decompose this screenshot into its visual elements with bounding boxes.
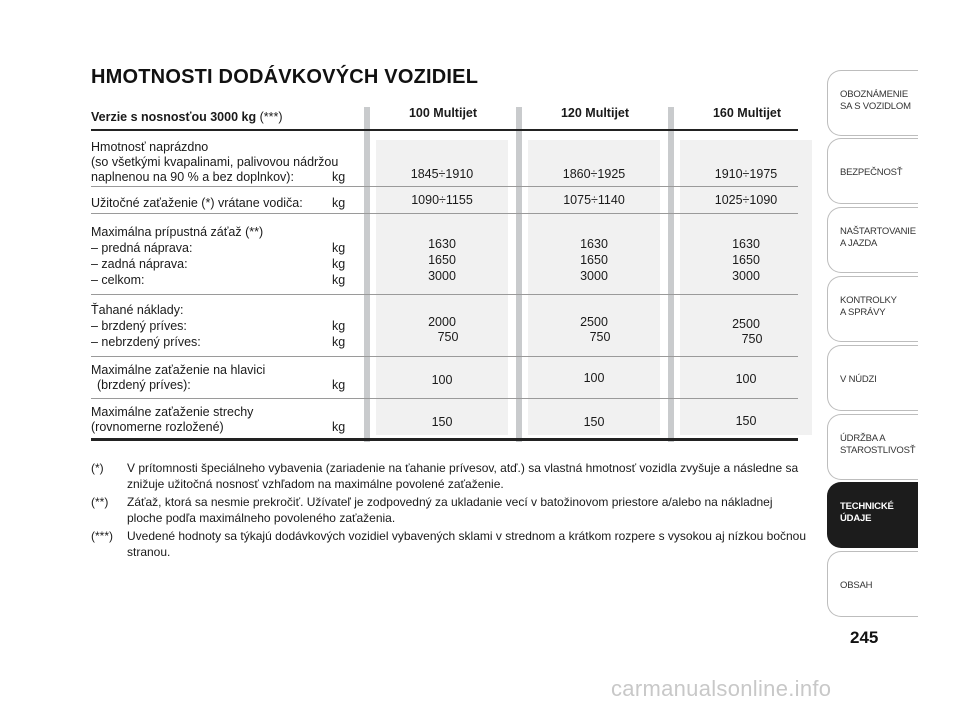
row-separator [91, 398, 798, 399]
value-payload-120: 1075÷1140 [563, 193, 625, 207]
tab-nastartovanie[interactable] [827, 207, 918, 273]
column-divider [516, 107, 522, 442]
value-unbraked-100: 750 [437, 330, 459, 344]
value-total-120: 3000 [580, 269, 608, 283]
unit-payload: kg [332, 196, 346, 210]
unit-front-axle: kg [332, 241, 346, 255]
value-total-160: 3000 [732, 269, 760, 283]
row-label-hitch-2: (brzdený príves): [97, 378, 191, 392]
row-label-empty-weight-3: naplnenou na 90 % a bez doplnkov): [91, 170, 294, 184]
footnotes [91, 461, 811, 563]
value-payload-160: 1025÷1090 [714, 193, 778, 207]
tab-label-line: A SPRÁVY [840, 307, 886, 318]
unit-roof: kg [332, 420, 346, 434]
tab-label-line: SA S VOZIDLOM [840, 101, 911, 112]
row-separator [91, 186, 798, 187]
table-top-rule [91, 129, 798, 131]
row-label-roof-1: Maximálne zaťaženie strechy [91, 405, 254, 419]
value-empty-weight-100: 1845÷1910 [410, 167, 474, 181]
value-front-axle-160: 1630 [732, 237, 760, 251]
tab-udrzba[interactable] [827, 414, 918, 480]
tab-label-line: A JAZDA [840, 238, 878, 249]
value-empty-weight-160: 1910÷1975 [714, 167, 778, 181]
value-unbraked-120: 750 [589, 330, 611, 344]
footnote-text: Uvedené hodnoty sa týkajú dodávkových vozidiel vybavených sklami v strednom a krátkom rozpere s vysokou aj nízkou bočnou stranou. [127, 529, 807, 559]
unit-rear-axle: kg [332, 257, 346, 271]
footnote-mark: (*) [91, 461, 104, 475]
table-header-label [91, 110, 283, 124]
row-label-max-load: Maximálna prípustná záťaž (**) [91, 225, 264, 239]
tab-label-line: TECHNICKÉ [840, 501, 894, 512]
row-label-empty-weight-1: Hmotnosť naprázdno [91, 140, 209, 154]
value-roof-120: 150 [583, 415, 605, 429]
tab-label-line: ÚDAJE [840, 513, 872, 524]
column-divider [364, 107, 370, 442]
value-braked-120: 2500 [580, 315, 608, 329]
table-bottom-rule [91, 438, 798, 441]
tab-label-line: V NÚDZI [840, 374, 877, 385]
value-total-100: 3000 [428, 269, 456, 283]
tab-bezpecnost[interactable] [827, 138, 918, 204]
value-braked-100: 2000 [428, 315, 456, 329]
tab-label-line: STAROSTLIVOSŤ [840, 445, 916, 456]
row-label-hitch-1: Maximálne zaťaženie na hlavici [91, 363, 266, 377]
value-braked-160: 2500 [732, 317, 760, 331]
value-payload-100: 1090÷1155 [411, 193, 473, 207]
row-label-roof-2: (rovnomerne rozložené) [91, 420, 224, 434]
row-label-empty-weight-2: (so všetkými kvapalinami, palivovou nádržou [91, 155, 339, 169]
unit-hitch: kg [332, 378, 346, 392]
tab-label-line: BEZPEČNOSŤ [840, 167, 903, 178]
tab-technicke-udaje[interactable] [827, 482, 918, 548]
page-title: HMOTNOSTI DODÁVKOVÝCH VOZIDIEL [91, 66, 479, 88]
tab-label-line: ÚDRŽBA A [840, 433, 886, 444]
value-unbraked-160: 750 [741, 332, 763, 346]
row-label-braked-trailer: – brzdený príves: [91, 319, 187, 333]
row-label-payload: Užitočné zaťaženie (*) vrátane vodiča: [91, 196, 303, 210]
page-number: 245 [850, 628, 879, 647]
value-rear-axle-160: 1650 [732, 253, 760, 267]
footnote-mark: (***) [91, 529, 114, 543]
unit-total: kg [332, 273, 346, 287]
value-hitch-120: 100 [583, 371, 605, 385]
row-label-unbraked-trailer: – nebrzdený príves: [91, 335, 201, 349]
value-front-axle-120: 1630 [580, 237, 608, 251]
tab-oboznamenie[interactable] [827, 70, 918, 136]
column-header-100: 100 Multijet [408, 106, 478, 120]
footnote-text: Záťaž, ktorá sa nesmie prekročiť. Užívateľ je zodpovedný za ukladanie vecí v batožinovom priestore a/alebo na nákladnej ploche podľa maximálneho povoleného zaťaženia. [127, 495, 773, 525]
unit-braked-trailer: kg [332, 319, 346, 333]
row-label-rear-axle: – zadná náprava: [91, 257, 188, 271]
footnote-mark: (**) [91, 495, 109, 509]
column-background [680, 140, 812, 435]
unit-empty-weight: kg [332, 170, 346, 184]
value-roof-160: 150 [735, 414, 757, 428]
value-hitch-160: 100 [735, 372, 757, 386]
footnote-text: V prítomnosti špeciálneho vybavenia (zariadenie na ťahanie prívesov, atď.) sa vlastná hmotnosť vozidla zvyšuje a následne sa znižuje užitočná nosnosť vzhľadom na maximálne povolené zaťaženie. [127, 461, 799, 491]
footnote [91, 529, 811, 560]
row-label-front-axle: – predná náprava: [91, 241, 193, 255]
tab-kontrolky[interactable] [827, 276, 918, 342]
tab-obsah[interactable] [827, 551, 918, 617]
footnote [91, 461, 811, 492]
column-header-160: 160 Multijet [712, 106, 782, 120]
tab-label-line: OBSAH [840, 580, 873, 591]
tab-label-line: NAŠTARTOVANIE [840, 226, 916, 237]
row-label-towing: Ťahané náklady: [91, 303, 184, 317]
value-rear-axle-100: 1650 [428, 253, 456, 267]
value-rear-axle-120: 1650 [580, 253, 608, 267]
footnote [91, 495, 811, 526]
value-hitch-100: 100 [431, 373, 453, 387]
tab-label-line: OBOZNÁMENIE [840, 89, 909, 100]
column-background [528, 140, 660, 435]
value-front-axle-100: 1630 [428, 237, 456, 251]
row-label-total: – celkom: [91, 273, 145, 287]
row-separator [91, 213, 798, 214]
tab-label-line: KONTROLKY [840, 295, 897, 306]
value-roof-100: 150 [431, 415, 453, 429]
column-background [376, 140, 508, 435]
column-divider [668, 107, 674, 442]
column-header-120: 120 Multijet [560, 106, 630, 120]
tab-v-nudzi[interactable] [827, 345, 918, 411]
header-label-text: Verzie s nosnosťou 3000 kg [91, 110, 257, 124]
header-label-suffix: (***) [259, 110, 283, 124]
unit-unbraked-trailer: kg [332, 335, 346, 349]
value-empty-weight-120: 1860÷1925 [562, 167, 626, 181]
row-separator [91, 356, 798, 357]
row-separator [91, 294, 798, 295]
watermark: carmanualsonline.info [611, 676, 832, 701]
